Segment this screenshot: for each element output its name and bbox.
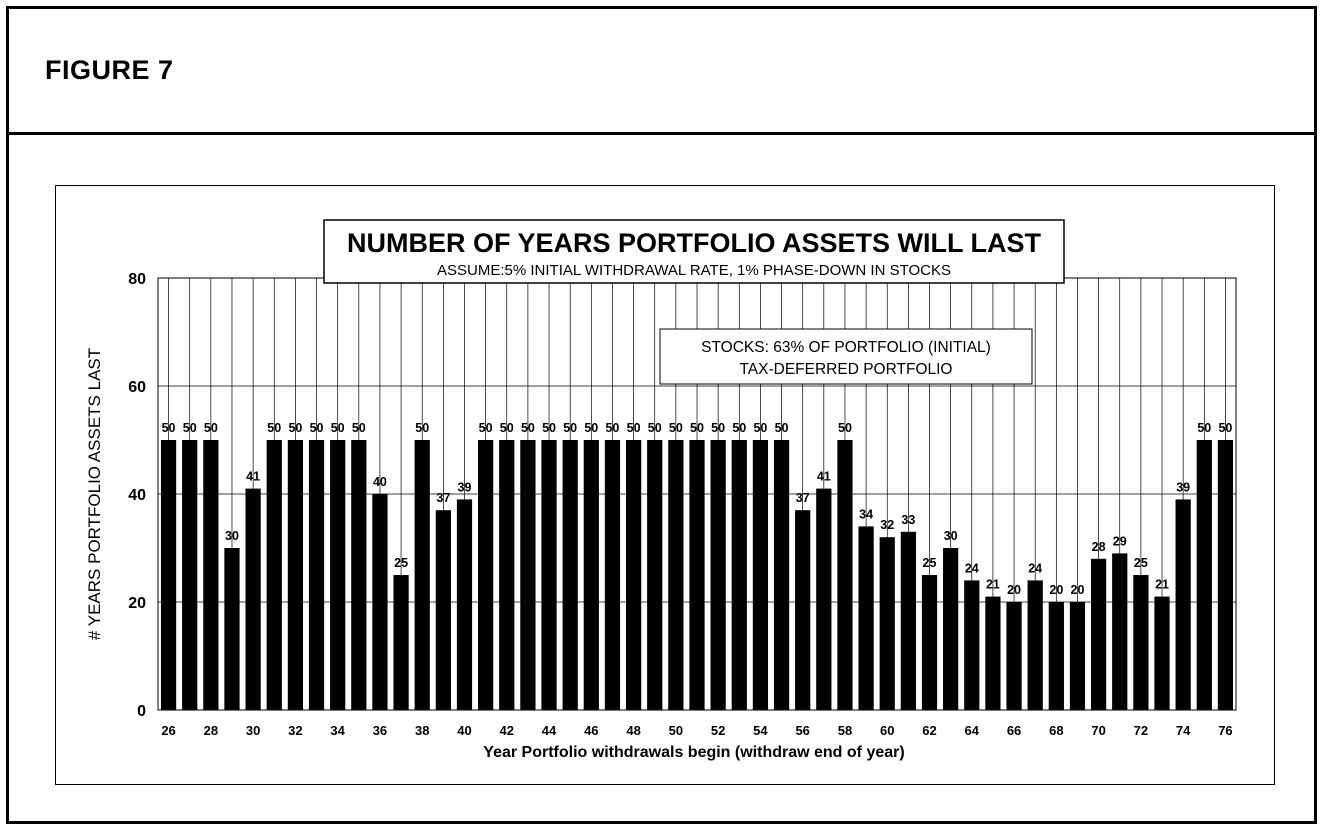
bar	[943, 548, 958, 710]
bar	[626, 440, 641, 710]
data-label: 41	[246, 469, 261, 484]
bar	[584, 440, 599, 710]
data-label: 33	[901, 512, 916, 527]
data-label: 25	[394, 556, 409, 570]
bar	[1028, 580, 1043, 710]
bar	[689, 440, 704, 710]
bar	[309, 440, 324, 710]
x-tick-label: 68	[1049, 723, 1064, 738]
x-tick-label: 76	[1218, 723, 1233, 738]
bar	[753, 440, 768, 710]
figure-label: FIGURE 7	[45, 55, 174, 85]
bar	[1006, 602, 1021, 710]
x-tick-label: 30	[245, 723, 261, 738]
bar	[901, 532, 916, 710]
data-label: 50	[1218, 421, 1233, 435]
data-label: 50	[542, 421, 556, 435]
bar	[520, 440, 535, 710]
data-label: 50	[774, 421, 789, 435]
data-label: 50	[309, 421, 324, 435]
y-axis-title: # YEARS PORTFOLIO ASSETS LAST	[85, 347, 104, 641]
bar	[774, 440, 789, 710]
x-tick-label: 38	[414, 723, 430, 738]
figure-header	[9, 9, 1314, 135]
x-tick-label: 54	[753, 723, 768, 738]
data-label: 50	[753, 421, 768, 435]
bar	[563, 440, 578, 710]
y-tick-label: 0	[137, 703, 146, 720]
x-tick-label: 72	[1133, 723, 1149, 738]
bar	[1070, 602, 1085, 710]
bar	[1091, 559, 1106, 710]
x-tick-label: 44	[541, 723, 557, 738]
data-label: 20	[1007, 583, 1022, 597]
data-label: 30	[225, 529, 239, 543]
data-label: 25	[922, 556, 937, 570]
bar	[457, 499, 472, 710]
bar	[1049, 602, 1064, 710]
bar	[922, 575, 937, 710]
data-label: 24	[1028, 561, 1043, 576]
bar	[351, 440, 366, 710]
x-tick-label: 46	[584, 723, 599, 738]
bar	[288, 440, 303, 710]
bar	[711, 440, 726, 710]
bar	[224, 548, 239, 710]
x-tick-label: 64	[964, 723, 980, 738]
data-label: 39	[1176, 480, 1191, 495]
x-axis-title: Year Portfolio withdrawals begin (withdraw end of year)	[483, 744, 905, 761]
bar	[605, 440, 620, 710]
y-tick-label: 20	[128, 595, 146, 612]
annotation-line-1: STOCKS: 63% OF PORTFOLIO (INITIAL)	[701, 339, 991, 356]
bar	[499, 440, 514, 710]
x-tick-label: 40	[457, 723, 472, 738]
data-label: 20	[1070, 583, 1085, 597]
data-label: 50	[182, 421, 197, 435]
data-label: 50	[711, 421, 726, 435]
figure-frame	[6, 6, 1317, 824]
data-label: 50	[415, 421, 430, 435]
bar	[478, 440, 493, 710]
x-tick-label: 74	[1175, 723, 1191, 738]
bar	[436, 510, 451, 710]
x-tick-label: 52	[710, 723, 726, 738]
data-label: 50	[563, 421, 578, 435]
x-tick-label: 58	[837, 723, 853, 738]
bar	[732, 440, 747, 710]
x-tick-label: 56	[795, 723, 810, 738]
chart-title: NUMBER OF YEARS PORTFOLIO ASSETS WILL LAST	[346, 228, 1042, 258]
data-label: 21	[1155, 577, 1169, 592]
bar	[393, 575, 408, 710]
bar	[1133, 575, 1148, 710]
data-label: 34	[859, 507, 874, 522]
annotation-line-2: TAX-DEFERRED PORTFOLIO	[739, 361, 953, 378]
x-tick-label: 50	[668, 723, 684, 738]
bar	[182, 440, 197, 710]
data-label: 50	[690, 421, 704, 435]
x-tick-label: 48	[626, 723, 641, 738]
data-label: 41	[816, 469, 831, 484]
data-label: 50	[478, 421, 493, 435]
x-tick-label: 32	[288, 723, 303, 738]
bar	[203, 440, 218, 710]
bar	[1218, 440, 1233, 710]
bar	[1197, 440, 1212, 710]
x-tick-label: 62	[922, 723, 937, 738]
data-label: 24	[964, 561, 979, 576]
bar	[415, 440, 430, 710]
bar	[161, 440, 176, 710]
bar	[858, 526, 873, 710]
bar-chart	[56, 186, 1274, 784]
data-label: 50	[351, 421, 366, 435]
data-label: 50	[668, 421, 683, 435]
x-tick-label: 60	[880, 723, 895, 738]
data-label: 29	[1112, 534, 1127, 549]
bar	[985, 597, 1000, 710]
bar	[668, 440, 683, 710]
y-tick-label: 40	[128, 487, 146, 504]
x-tick-label: 28	[203, 723, 219, 738]
chart-subtitle: ASSUME:5% INITIAL WITHDRAWAL RATE, 1% PHASE-DOWN IN STOCKS	[437, 262, 951, 279]
data-label: 50	[605, 421, 620, 435]
bar	[541, 440, 556, 710]
data-label: 50	[161, 421, 176, 435]
data-label: 50	[330, 421, 345, 435]
data-label: 50	[838, 421, 852, 435]
x-tick-label: 36	[372, 723, 388, 738]
x-tick-label: 26	[161, 723, 176, 738]
data-label: 50	[288, 421, 303, 435]
x-tick-label: 70	[1091, 723, 1106, 738]
y-tick-label: 60	[128, 379, 146, 396]
data-label: 50	[267, 421, 282, 435]
data-label: 50	[584, 421, 599, 435]
chart-container	[55, 185, 1275, 785]
bar	[267, 440, 282, 710]
bars-layer	[161, 440, 1233, 710]
data-label: 40	[372, 475, 387, 489]
data-label: 50	[1197, 421, 1212, 435]
data-label: 39	[457, 480, 472, 495]
data-label: 21	[985, 577, 1000, 592]
data-label: 37	[436, 491, 451, 506]
data-label: 37	[795, 491, 810, 506]
bar	[837, 440, 852, 710]
data-label: 50	[499, 421, 514, 435]
bar	[246, 489, 261, 710]
bar	[1112, 553, 1127, 710]
data-label: 28	[1091, 539, 1106, 554]
data-label: 20	[1049, 583, 1064, 597]
bar	[816, 489, 831, 710]
data-label: 50	[626, 421, 641, 435]
bar	[330, 440, 345, 710]
data-label: 50	[647, 421, 662, 435]
data-label: 32	[880, 518, 895, 533]
bar	[880, 537, 895, 710]
bar	[964, 580, 979, 710]
data-label: 50	[520, 421, 535, 435]
x-tick-label: 66	[1006, 723, 1022, 738]
bar	[1154, 597, 1169, 710]
y-tick-label: 80	[128, 271, 146, 288]
data-label: 50	[203, 421, 218, 435]
x-tick-label: 34	[330, 723, 345, 738]
x-tick-label: 42	[499, 723, 514, 738]
bar	[647, 440, 662, 710]
bar	[795, 510, 810, 710]
bar	[1176, 499, 1191, 710]
data-label: 30	[943, 529, 958, 543]
data-label: 25	[1133, 556, 1148, 570]
bar	[372, 494, 387, 710]
data-label: 50	[732, 421, 747, 435]
